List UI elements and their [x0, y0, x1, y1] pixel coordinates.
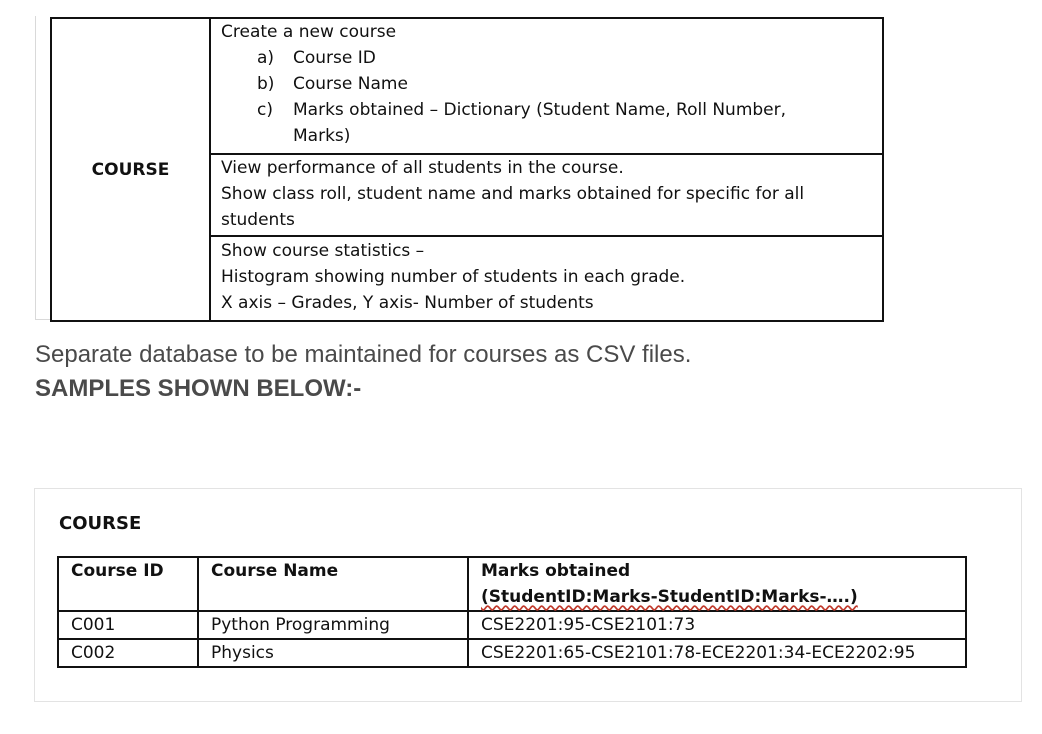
header-marks-format: (StudentID:Marks-StudentID:Marks-….) [481, 587, 858, 607]
view-performance-cell [210, 154, 883, 236]
view-performance-line1: View performance of all students in the course. [221, 158, 624, 178]
view-performance-line2: Show class roll, student name and marks obtained for specific for all students [221, 184, 805, 230]
create-course-list [221, 45, 872, 149]
header-course-name: Course Name [198, 557, 468, 611]
list-marker: a) [257, 48, 275, 68]
create-course-cell [210, 18, 883, 154]
course-statistics-line3: X axis – Grades, Y axis- Number of students [221, 293, 594, 313]
list-item [257, 71, 872, 97]
sample-title: COURSE [59, 513, 142, 534]
header-marks [468, 557, 966, 611]
samples-heading: SAMPLES SHOWN BELOW:- [35, 375, 362, 402]
list-item [257, 97, 872, 149]
list-text: Course ID [293, 48, 376, 68]
entity-label: COURSE [91, 159, 170, 180]
table-row [58, 611, 966, 639]
course-statistics-cell [210, 236, 883, 321]
description-text: Separate database to be maintained for courses as CSV files. [35, 341, 692, 368]
cell-course-id: C002 [58, 639, 198, 667]
course-statistics-line2: Histogram showing number of students in each grade. [221, 267, 686, 287]
list-item [257, 45, 872, 71]
entity-cell [51, 18, 210, 321]
table-row [58, 639, 966, 667]
cell-course-name: Python Programming [198, 611, 468, 639]
list-text: Marks obtained – Dictionary (Student Name, Roll Number, Marks) [293, 100, 787, 146]
create-course-title: Create a new course [221, 22, 397, 42]
sample-panel [34, 488, 1022, 702]
table-header-row [58, 557, 966, 611]
header-course-id: Course ID [58, 557, 198, 611]
description [35, 338, 1015, 406]
list-marker: b) [257, 74, 275, 94]
list-marker: c) [257, 100, 273, 120]
header-marks-label: Marks obtained [481, 561, 631, 581]
cell-course-name: Physics [198, 639, 468, 667]
requirements-table [50, 17, 884, 322]
sample-table [57, 556, 967, 668]
course-statistics-line1: Show course statistics – [221, 241, 425, 261]
cell-course-id: C001 [58, 611, 198, 639]
cell-marks: CSE2201:95-CSE2101:73 [468, 611, 966, 639]
list-text: Course Name [293, 74, 408, 94]
cell-marks: CSE2201:65-CSE2101:78-ECE2201:34-ECE2202:95 [468, 639, 966, 667]
